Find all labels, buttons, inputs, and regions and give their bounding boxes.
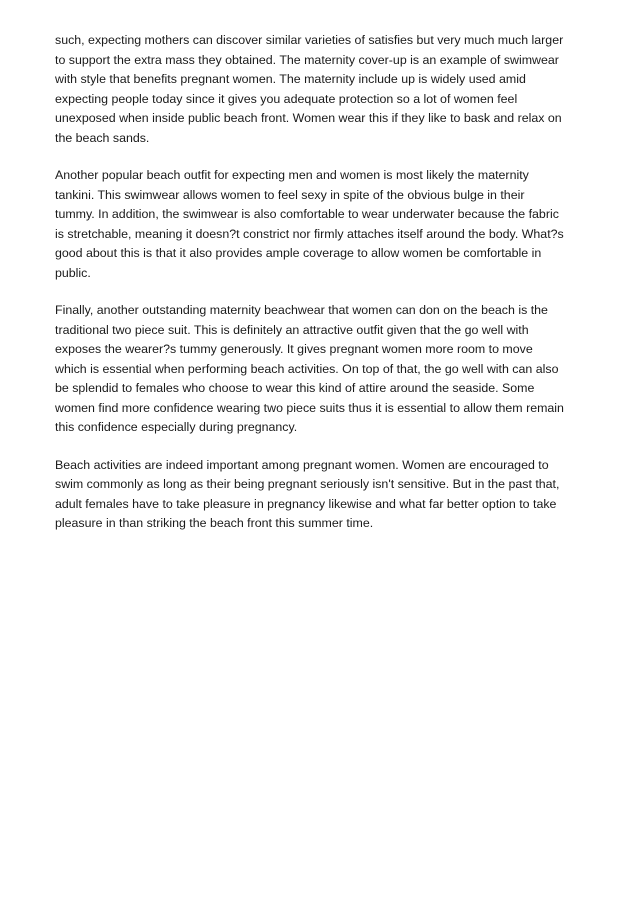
text-line: Finally, another outstanding maternity beachwear that women can don on the beach is the — [55, 303, 548, 317]
text-line: this confidence especially during pregnancy. — [55, 420, 298, 434]
text-line: unexposed when inside public beach front. Women wear this if they like to bask and relax on — [55, 111, 562, 125]
text-line: swim commonly as long as their being pregnant seriously isn't sensitive. But in the past that, — [55, 477, 560, 491]
text-line: public. — [55, 265, 91, 280]
text-line: is stretchable, meaning it doesn?t constrict nor firmly attaches itself around the body. What?s — [55, 226, 564, 241]
text-line: traditional two piece suit. This is definitely an attractive outfit given that the go well with — [55, 322, 529, 337]
text-line: tankini. This swimwear allows women to feel sexy in spite of the obvious bulge in their — [55, 187, 525, 202]
text-line: be splendid to females who choose to wear this kind of attire around the seaside. Some — [55, 381, 535, 395]
text-line: such, expecting mothers can discover similar varieties of satisfies but very much much larger — [55, 33, 564, 47]
text-line: Another popular beach outfit for expecting men and women is most likely the maternity — [55, 168, 529, 182]
text-line: expecting people today since it gives you adequate protection so a lot of women feel — [55, 91, 518, 106]
text-line: to support the extra mass they obtained. The maternity cover-up is an example of swimwear — [55, 52, 559, 67]
paragraph-4 — [55, 456, 591, 534]
text-line: pleasure in than striking the beach front this summer time. — [55, 516, 374, 530]
document-body — [55, 31, 591, 552]
paragraph-2 — [55, 166, 591, 283]
text-line: the beach sands. — [55, 130, 150, 145]
text-line: exposes the wearer?s tummy generously. It gives pregnant women more room to move — [55, 342, 533, 356]
text-line: tummy. In addition, the swimwear is also comfortable to wear underwater because the fabric — [55, 207, 559, 221]
text-line: women find more confidence wearing two piece suits thus it is essential to allow them remain — [55, 400, 564, 415]
text-line: with style that benefits pregnant women. The maternity include up is widely used amid — [55, 72, 526, 86]
paragraph-3 — [55, 301, 591, 438]
text-line: adult females have to take pleasure in pregnancy likewise and what far better option to take — [55, 496, 557, 511]
paragraph-1 — [55, 31, 591, 148]
text-line: which is essential when performing beach activities. On top of that, the go well with can also — [55, 361, 559, 376]
text-line: good about this is that it also provides ample coverage to allow women be comfortable in — [55, 246, 542, 260]
text-line: Beach activities are indeed important among pregnant women. Women are encouraged to — [55, 457, 549, 472]
